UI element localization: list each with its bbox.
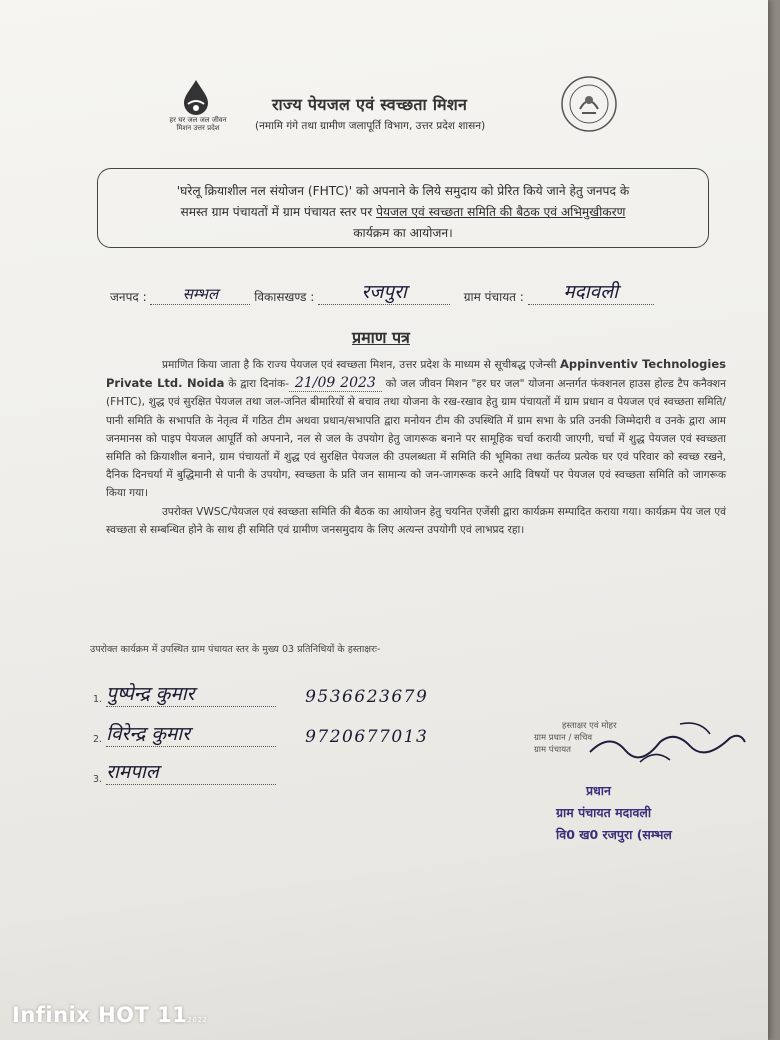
district-label: जनपद : <box>110 290 147 304</box>
camera-watermark: Infinix HOT 112022 <box>12 1003 208 1027</box>
logo-tagline: हर घर जल जल जीवन मिशन उत्तर प्रदेश <box>169 116 227 132</box>
rep-2-phone: 9720677013 <box>305 727 429 747</box>
stamp-title: प्रधान <box>586 783 611 798</box>
banner-line-3: कार्यक्रम का आयोजन। <box>353 226 453 240</box>
rep-3-name: रामपाल <box>106 761 159 783</box>
representative-2: 2. विरेन्द्र कुमार 9720677013 <box>93 720 428 747</box>
har-ghar-jal-logo <box>170 78 226 140</box>
representative-1: 1. पुष्पेन्द्र कुमार 9536623679 <box>93 680 428 707</box>
stamp-panchayat: ग्राम पंचायत मदावली <box>556 805 652 820</box>
program-banner <box>97 168 709 248</box>
body-paragraph-1: प्रमाणित किया जाता है कि राज्य पेयजल एवं स्वच्छता मिशन, उत्तर प्रदेश के माध्यम से सूचीबद्ध एजेन्सी Appinventiv Technologies Private Ltd. Noida के द्वारा दिनांक- 21/09 2023 को जल जीवन मिशन "हर घर जल" योजना अन्तर्गत फंक्शनल हाउस होल्ड टैप कनैक्शन (FHTC), शुद्ध एवं सुरक्षित पेयजल तथा जल-जनित बीमारियों से बचाव तथा योजना के रख-रखाव हेतु ग्राम पंचायतों में ग्राम प्रधान व पेयजल एवं स्वच्छता समिति/पानी समिति के सभापति के नेतृत्व में गठित टीम अथवा प्रधान/सभापति द्वारा मनोयन टीम की उपस्थिति में ग्राम सभा के प्रति उनकी जिम्मेदारी व उनके द्वारा आम जनमानस को पाइप पेयजल आपूर्ति को अपनाने, नल से जल के उपयोग हेतु जागरूक बनाने पर सामूहिक चर्चा करायी जाएगी, चर्चा में शुद्ध पेयजल एवं स्वच्छता समिति को क्रियाशील बनाने, ग्राम पंचायतों में शुद्ध एवं सुरक्षित पेयजल की उपलब्धता में समिति की भूमिका तथा कर्तव्य प्रत्येक घर एवं परिवार को स्वच्छ रखने, दैनिक दिनचर्या में बुद्धिमानी से पानी के उपयोग, स्वच्छता के प्रति जन सामान्य को जन-जागरूक करने आदि विषयों पर पेयजल एवं स्वच्छता समिति को जागरूक किया गया। <box>106 357 726 500</box>
block-value: रजपुरा <box>318 278 450 305</box>
panchayat-value: मदावली <box>528 278 654 305</box>
district-value: सम्भल <box>150 284 250 305</box>
mission-subtitle: (नमामि गंगे तथा ग्रामीण जलापूर्ति विभाग, उत्तर प्रदेश शासन) <box>255 120 486 132</box>
location-fields <box>110 278 654 305</box>
up-government-seal-icon <box>560 75 618 133</box>
representatives-intro: उपरोक्त कार्यक्रम में उपस्थित ग्राम पंचायत स्तर के मुख्य 03 प्रतिनिधियों के हस्ताक्षरः- <box>90 644 381 655</box>
banner-underlined: पेयजल एवं स्वच्छता समिति की बैठक एवं अभिमुखीकरण <box>376 205 626 219</box>
stamp-block: वि0 ख0 रजपुरा (सम्भल <box>556 827 672 842</box>
pradhan-stamp <box>556 780 726 846</box>
rep-1-name: पुष्पेन्द्र कुमार <box>106 683 195 705</box>
block-label: विकासखण्ड : <box>254 290 315 304</box>
body-paragraph-2: उपरोक्त VWSC/पेयजल एवं स्वच्छता समिति की बैठक का आयोजन हेतु चयनित एजेंसी द्वारा कार्यक्रम सम्पादित कराया गया। कार्यक्रम पेय जल एवं स्वच्छता से सम्बन्धित होने के साथ ही समिति एवं ग्रामीण जनसमुदाय के लिए अत्यन्त उपयोगी एवं लाभप्रद रहा। <box>106 505 726 536</box>
certificate-body <box>106 355 726 539</box>
signatory-caption: हस्ताक्षर एवं मोहर ग्राम प्रधान / सचिव ग्राम पंचायत <box>534 721 617 755</box>
rep-2-name: विरेन्द्र कुमार <box>106 723 190 745</box>
banner-line-1: 'घरेलू क्रियाशील नल संयोजन (FHTC)' को अपनाने के लिये समुदाय को प्रेरित किये जाने हेतु जनपद के <box>176 184 630 198</box>
panchayat-label: ग्राम पंचायत : <box>463 290 524 304</box>
water-drop-icon <box>176 78 216 118</box>
representative-3: 3. रामपाल <box>93 758 276 785</box>
rep-1-phone: 9536623679 <box>305 687 429 707</box>
banner-line-2: समस्त ग्राम पंचायतों में ग्राम पंचायत स्तर पर पेयजल एवं स्वच्छता समिति की बैठक एवं अभिमुखीकरण <box>180 205 626 219</box>
certificate-heading: प्रमाण पत्र <box>352 328 410 347</box>
signature-scribble <box>580 712 750 782</box>
mission-title: राज्य पेयजल एवं स्वच्छता मिशन <box>272 95 468 114</box>
certificate-date: 21/09 2023 <box>289 375 382 392</box>
